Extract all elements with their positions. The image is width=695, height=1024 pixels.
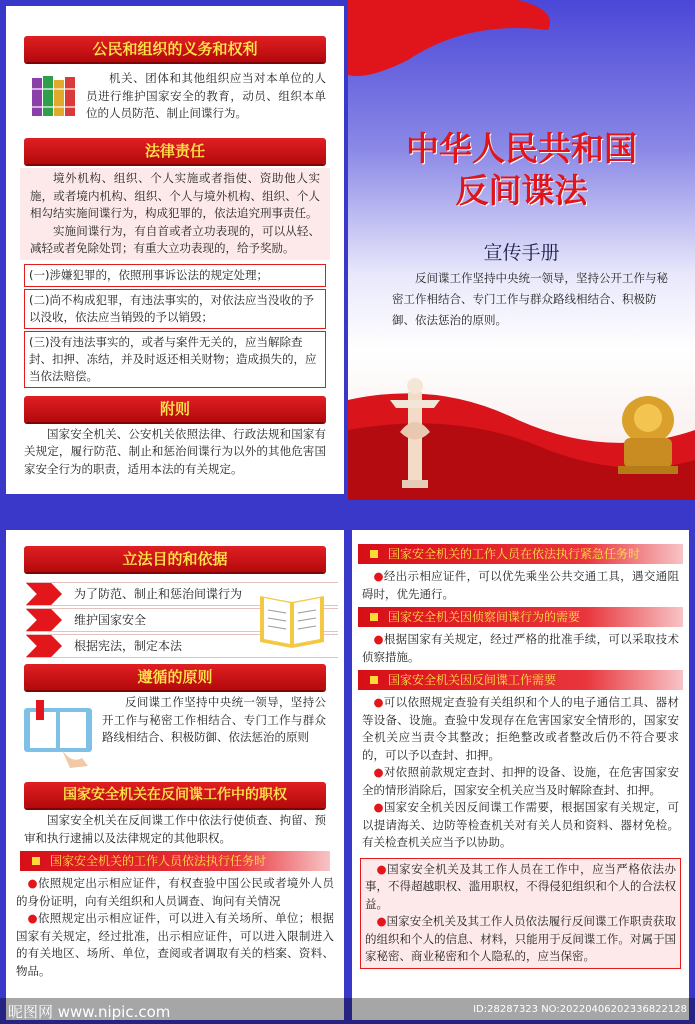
reading-book-icon: [22, 700, 98, 768]
chevron-icon: [26, 583, 62, 605]
principle-block: [6, 694, 344, 778]
section-title-obligations: 公民和组织的义务和权利: [24, 36, 326, 62]
powers-text: 国家安全机关在反间谍工作中依法行使侦查、拘留、预审和执行逮捕以及法律规定的其他职权。: [24, 813, 326, 845]
chevron-icon: [26, 635, 62, 657]
chevron-icon: [26, 609, 62, 631]
panel-purpose: [6, 530, 344, 1020]
obligations-block: [6, 70, 344, 132]
purpose-item-3: 根据宪法，制定本法: [26, 634, 338, 658]
watermark-bar: [0, 998, 695, 1024]
open-book-icon: [256, 586, 328, 650]
cover-subtitle: 宣传手册: [483, 242, 560, 264]
subheader-counter-espionage: 国家安全机关因反间谍工作需要: [358, 670, 683, 690]
section-title-appendix: 附则: [24, 396, 326, 422]
cover-title-line1: 中华人民共和国: [406, 129, 637, 168]
subheader-investigation: 国家安全机关因侦察间谍行为的需要: [358, 607, 683, 627]
liability-p2: 实施间谍行为，有自首或者立功表现的，可以从轻、减轻或者免除处罚；有重大立功表现的，给予奖励。: [30, 223, 320, 255]
cover-title: [348, 128, 695, 212]
counter-bullet-1: ●可以依照规定查验有关组织和个人的电子通信工具、器材等设备、设施。查验中发现存在危害国家安全情形的，国家安全机关应当责令其整改；拒绝整改或者整改后仍不符合要求的，可以予以查封、扣押。: [362, 695, 679, 762]
huabiao-pillar-icon: [380, 372, 450, 490]
cover-panel: [348, 0, 695, 500]
investigation-bullet: ●根据国家有关规定，经过严格的批准手续，可以采取技术侦察措施。: [362, 632, 679, 664]
liability-item-1: (一)涉嫌犯罪的，依照刑事诉讼法的规定处理；: [24, 264, 326, 287]
red-ribbon-top: [348, 0, 695, 80]
books-icon: [30, 74, 78, 118]
counter-bullet-3: ●国家安全机关因反间谍工作需要，根据国家有关规定，可以提请海关、边防等检查机关对有关人员和资料、器材免检。有关检查机关应当予以协助。: [362, 800, 679, 849]
cover-intro: 反间谍工作坚持中央统一领导，坚持公开工作与秘密工作相结合、专门工作与群众路线相结合、积极防御、依法惩治的原则。: [392, 271, 668, 327]
discipline-bullet-2: ●国家安全机关及其工作人员依法履行反间谍工作职责获取的组织和个人的信息、材料，只能用于反间谍工作。对属于国家秘密、商业秘密和个人隐私的，应当保密。: [365, 914, 676, 963]
discipline-box: [360, 858, 681, 969]
panel-obligations: [6, 6, 344, 494]
liability-item-2: (二)尚不构成犯罪，有违法事实的，对依法应当没收的予以没收，依法应当销毁的予以销毁；: [24, 289, 326, 329]
on-duty-bullet-2: ●依照规定出示相应证件，可以进入有关场所、单位；根据国家有关规定，经过批准，出示相应证件，可以进入限制进入的有关地区、场所、单位，查阅或者调取有关的档案、资料、物品。: [16, 911, 334, 978]
principle-text: 反间谍工作坚持中央统一领导，坚持公开工作与秘密工作相结合、专门工作与群众路线相结合、积极防御、依法惩治的原则: [102, 695, 326, 744]
panel-duties: [352, 530, 689, 1020]
section-title-liability: 法律责任: [24, 138, 326, 164]
counter-bullet-2: ●对依照前款规定查封、扣押的设备、设施，在危害国家安全的情形消除后，国家安全机关应当及时解除查封、扣押。: [362, 765, 679, 797]
purpose-item-2: 维护国家安全: [26, 608, 338, 632]
cover-title-line2: 反间谍法: [455, 171, 588, 210]
appendix-text: 国家安全机关、公安机关依照法律、行政法规和国家有关规定，履行防范、制止和惩治间谍行为以外的其他危害国家安全行为的职责，适用本法的有关规定。: [24, 426, 326, 476]
emergency-bullet: ●经出示相应证件，可以优先乘坐公共交通工具，遇交通阻碍时，优先通行。: [362, 569, 679, 601]
liability-p1: 境外机构、组织、个人实施或者指使、资助他人实施，或者境内机构、组织、个人与境外机构、组织、个人相勾结实施间谍行为，构成犯罪的，依法追究刑事责任。: [30, 171, 320, 220]
watermark-site: 昵图网 www.nipic.com: [8, 1003, 171, 1021]
section-title-powers: 国家安全机关在反间谍工作中的职权: [24, 782, 326, 808]
subheader-emergency: 国家安全机关的工作人员在依法执行紧急任务时: [358, 544, 683, 564]
on-duty-bullet-1: ●依照规定出示相应证件，有权查验中国公民或者境外人员的身份证明，向有关组织和人员调查、询问有关情况: [16, 876, 334, 908]
discipline-bullet-1: ●国家安全机关及其工作人员在工作中，应当严格依法办事，不得超越职权、滥用职权，不得侵犯组织和个人的合法权益。: [365, 861, 676, 911]
subheader-on-duty: 国家安全机关的工作人员依法执行任务时: [20, 851, 330, 871]
section-title-principle: 遵循的原则: [24, 664, 326, 690]
golden-lion-icon: [608, 386, 688, 478]
liability-item-3: (三)没有违法事实的，或者与案件无关的，应当解除查封、扣押、冻结，并及时返还相关财物；造成损失的，应当依法赔偿。: [24, 331, 326, 388]
obligations-text: 机关、团体和其他组织应当对本单位的人员进行维护国家安全的教育，动员、组织本单位的人员防范、制止间谍行为。: [86, 71, 326, 120]
liability-block: [20, 168, 330, 260]
section-title-purpose: 立法目的和依据: [24, 546, 326, 572]
purpose-list: [6, 572, 344, 652]
purpose-item-1: 为了防范、制止和惩治间谍行为: [26, 582, 338, 606]
watermark-id: ID:28287323 NO:20220406202336822128: [473, 1004, 687, 1015]
